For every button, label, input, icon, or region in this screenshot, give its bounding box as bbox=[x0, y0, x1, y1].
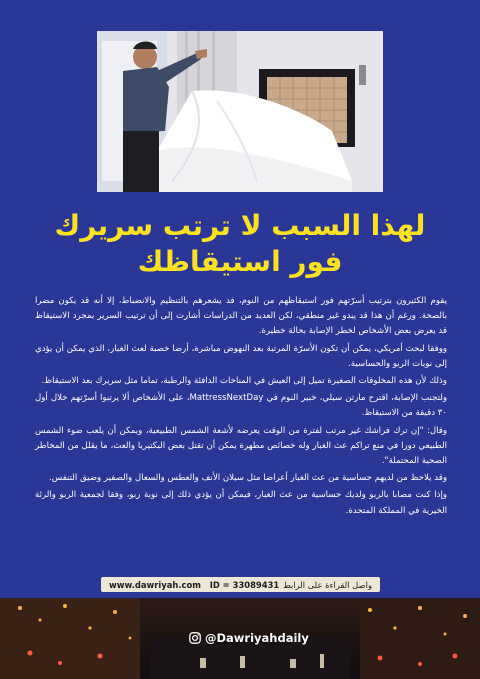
instagram-icon bbox=[189, 632, 201, 644]
article-id: ID = 33089431 bbox=[209, 579, 280, 590]
read-more-bar[interactable] bbox=[101, 577, 380, 592]
title-line-1: لهذا السبب لا ترتب سريرك bbox=[54, 209, 426, 242]
body-paragraph: وقال: "إن ترك فراشك غير مرتب لفترة من الوقت يعرضه لأشعة الشمس الطبيعية، ويمكن أن يلعب ضوء الشمس الطبيعي دورا في منع تراكم عث الغبار وله خصائص مطهرة يمكن أن تقتل بعض البكتيريا والعث، ما يقلل من المخاطر الصحية المحتملة". bbox=[35, 425, 447, 467]
social-handle[interactable] bbox=[189, 631, 309, 645]
bed-photo bbox=[97, 31, 383, 192]
article-title bbox=[0, 208, 480, 280]
body-paragraph: وإذا كنت مصابا بالربو ولديك حساسية من عث الغبار، فيمكن أن يؤدي ذلك إلى نوبة ربو، وفقا لجمعية الربو والرئة الخيرية في المملكة المتحدة. bbox=[35, 490, 447, 516]
social-handle-text: @Dawriyahdaily bbox=[205, 631, 309, 645]
website-link[interactable]: www.dawriyah.com ID = 33089431 bbox=[109, 579, 280, 590]
body-paragraph: يقوم الكثيرون بترتيب أسرّتهم فور استيقاظهم من النوم، فد يشعرهم بالتنظيم والانضباط، إلا أنه قد يكون مضرا بالصحة. ورغم أن هذا قد يبدو غير منطقي، لكن العديد من الدراسات أشارت إلى أن ترتيب السرير بمجرد الاستيقاظ قد يعرض بعض الأشخاص لخطر الإصابة بحالة خطيرة. bbox=[35, 296, 447, 337]
body-paragraph: ولتجنب الإصابة، اقترح مارتن سيلي، خبير النوم في MattressNextDay، على الأشخاص ألا يرتبوا أسرّتهم خلال أول ٣٠ دقيقة من الاستيقاظ. bbox=[35, 393, 447, 419]
body-paragraph: وذلك لأن هذه المخلوقات الصغيرة تميل إلى العيش في المناخات الدافئة والرطبة، تماما مثل سريرك بعد الاستيقاظ. bbox=[41, 376, 447, 387]
read-more-label: واصل القراءة على الرابط bbox=[282, 579, 372, 590]
title-line-2: فور استيقاظك bbox=[137, 245, 343, 278]
article-body bbox=[35, 294, 447, 521]
body-paragraph: ووفقا لبحث أمريكي، يمكن أن تكون الأسرّة المرتبة بعد النهوض مباشرة، أرضا خصبة لعث الغبار، الذي يمكن أن يؤدي إلى نوبات الربو والحساسية. bbox=[35, 343, 447, 369]
body-paragraph: وقد يلاحظ من لديهم حساسية من عث الغبار أعراضا مثل سيلان الأنف والعطس والسعال والصفير وضيق التنفس. bbox=[49, 473, 447, 484]
